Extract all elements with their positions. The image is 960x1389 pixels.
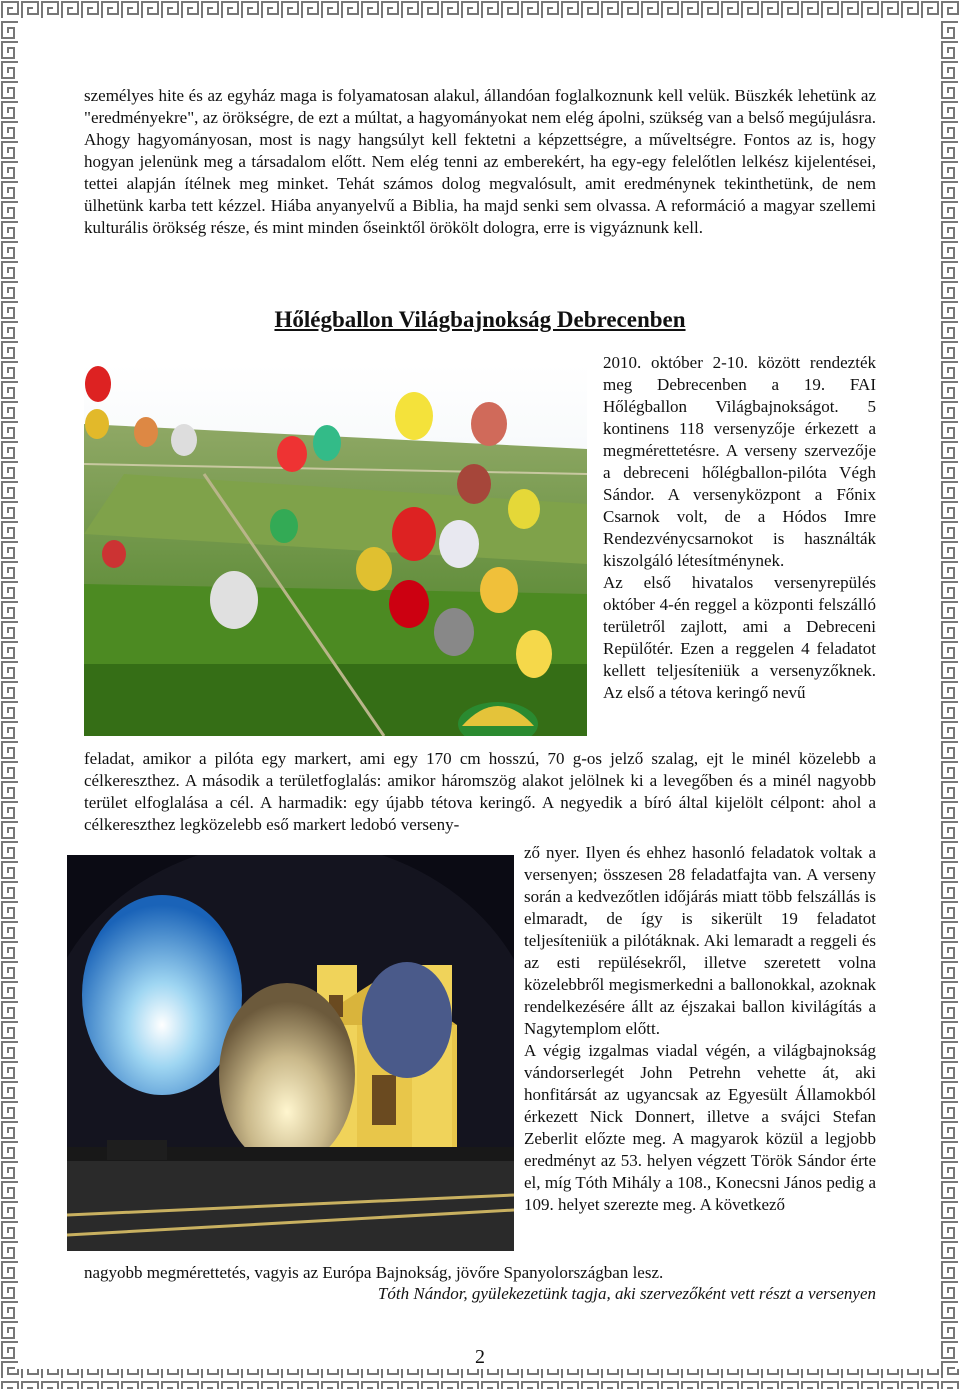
night-balloons-church-photo — [67, 855, 514, 1251]
article-closing — [84, 1262, 876, 1284]
balloons-over-fields-photo — [84, 364, 587, 736]
article-column-1 — [603, 352, 876, 704]
article-closing-para: nagyobb megmérettetés, vagyis az Európa Bajnokság, jövőre Spanyolországban lesz. — [84, 1263, 664, 1282]
article-col1-para-1: 2010. október 2-10. között rendezték meg Debrecenben a 19. FAI Hőlégballon Világbajnokságot. 5 kontinens 118 versenyzője érkezett a megmérettetésre. A verseny szervezője a debreceni hőlégballon-pilóta Végh Sándor. A versenyközpont a Főnix Csarnok volt, de a Hódos Imre Rendezvénycsarnokot is használták kiszolgáló létesítménynek. — [603, 353, 876, 570]
author-signature: Tóth Nándor, gyülekezetünk tagja, aki szervezőként vett részt a versenyen — [377, 1284, 876, 1303]
article-column-2 — [524, 842, 876, 1216]
article-middle-para: feladat, amikor a pilóta egy markert, ami egy 170 cm hosszú, 70 g-os jelző szalag, ejt le minél közelebb a célkereszthez. A második a területfoglalás: amikor háromszög alakot jelölnek ki a levegőben és a minél nagyobb terület elfoglalása a cél. A harmadik: egy újabb tétova keringő. A negyedik a bíró által kijelölt célpont: ahol a célkereszthez legközelebb eső markert ledobó verseny- — [84, 749, 876, 834]
article-col1-para-2: Az első hivatalos versenyrepülés október 4-én reggel a központi felszálló területről zajlott, ami a Debreceni Repülőtér. Ezen a reggelen 4 feladatot kellett teljesíteniük a versenyzőknek. Az első a tétova keringő nevű — [603, 573, 876, 702]
intro-paragraph — [84, 85, 876, 239]
article-middle-text — [84, 748, 876, 836]
page-number: 2 — [475, 1346, 485, 1368]
article-col2-para-2: A végig izgalmas viadal végén, a világbajnokság vándorserlegét John Petrehn vehette át, aki honfitársát az ugyancsak az Egyesült Államokból érkezett Nick Donnert, illetve a svájci Stefan Zeberlit előzte meg. A magyarok közül a legjobb eredményt az 53. helyen végzett Török Sándor érte el, míg Tóth Mihály a 108., Konecsni János pedig a 109. helyet szerezte meg. A következő — [524, 1041, 876, 1214]
intro-text: személyes hite és az egyház maga is folyamatosan alakul, állandóan foglalkoznunk kell velük. Büszkék lehetünk az "eredményekre", az örökségre, de ezt a múltat, a hagyományokat nem elég ápolni, szükség van a belső megújulásra. Ahogy hagyományosan, most is nagy hangsúlyt kell fektetni a képzettségre, a műveltségre. Fontos az is, hogy hogyan jelenünk meg a társadalom előtt. Nem elég tenni az emberekért, ha egy-egy felelőtlen lelkész kijelentései, tettei alapján ítélnek meg minket. Tehát számos dolog megvalósult, amit eredménynek tekinthetünk, de nem ülhetünk karba tett kézzel. Hiába anyanyelvű a Biblia, ha majd senki sem olvassa. A reformáció a magyar szellemi kulturális örökség része, és mint minden őseinktől örökölt dologra, erre is vigyáznunk kell. — [84, 86, 876, 237]
article-col2-para-1: ző nyer. Ilyen és ehhez hasonló feladatok voltak a versenyen; összesen 28 feladatfajta van. A verseny során a kedvezőtlen időjárás miatt több felszállás is elmaradt, de így is sikerült 19 feladatot teljesíteniük a pilótáknak. Aki lemaradt a reggeli és az esti repülésekről, illetve szeretett volna közelebbről megismerkedni a ballonokkal, azoknak rendelkezésére állt az éjszakai ballon kivilágítás a Nagytemplom előtt. — [524, 843, 876, 1038]
article-title: Hőlégballon Világbajnokság Debrecenben — [274, 307, 686, 332]
